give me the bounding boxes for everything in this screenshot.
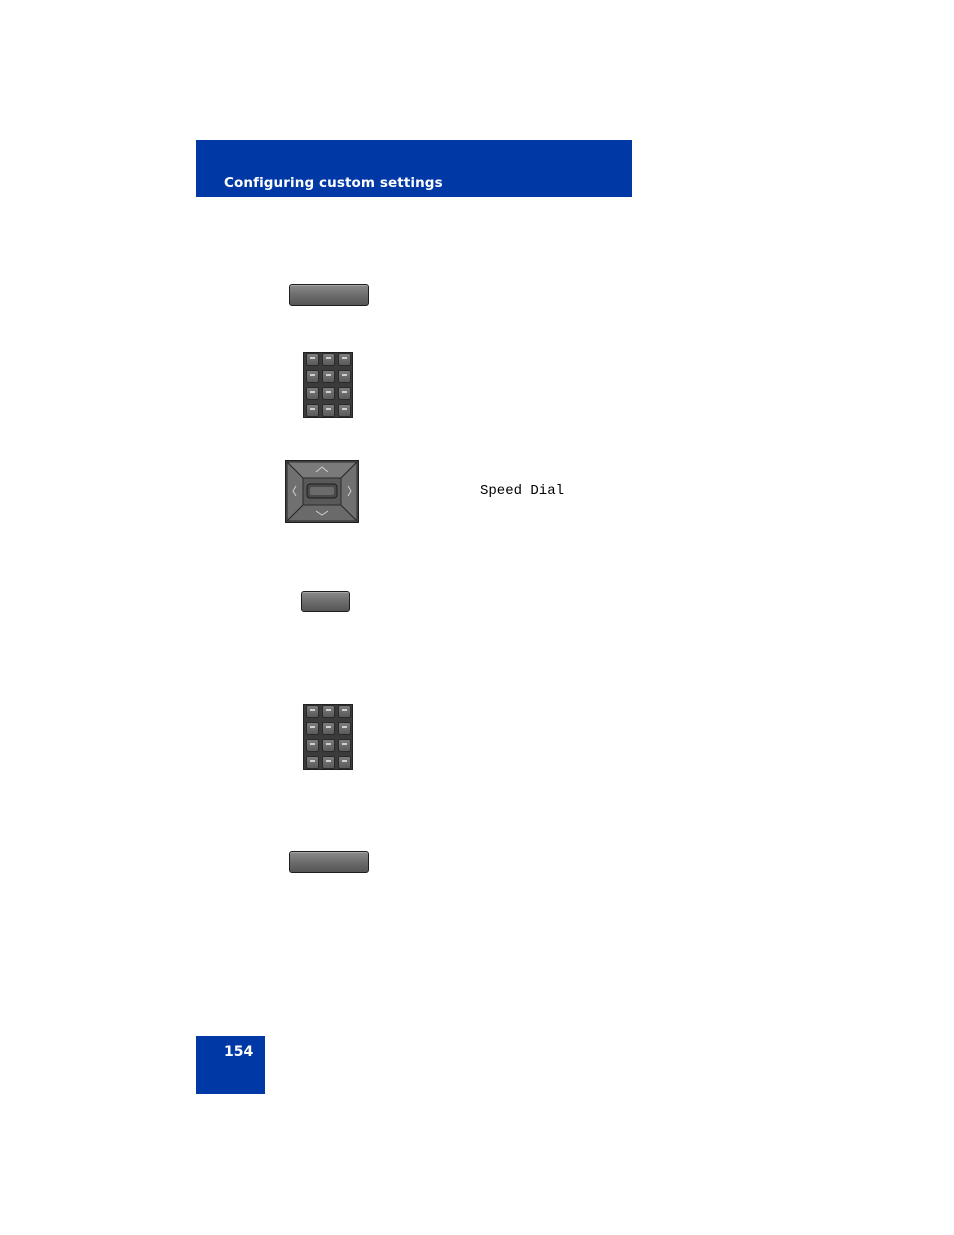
softkey-button-icon: [289, 284, 369, 306]
dialpad-key: [322, 370, 335, 383]
dialpad-key: [306, 705, 319, 718]
dialpad-key: [322, 353, 335, 366]
dialpad-icon: [303, 704, 353, 770]
dialpad-key: [338, 756, 351, 769]
page-number-tab: [196, 1036, 265, 1094]
dialpad-key: [322, 756, 335, 769]
dialpad-key: [322, 722, 335, 735]
dialpad-key: [306, 370, 319, 383]
dialpad-key: [338, 739, 351, 752]
navigation-cluster-icon: [285, 460, 359, 523]
dialpad-key: [322, 705, 335, 718]
dialpad-key: [338, 387, 351, 400]
dialpad-key: [338, 353, 351, 366]
dialpad-key: [306, 387, 319, 400]
dialpad-key: [306, 353, 319, 366]
dialpad-key: [322, 404, 335, 417]
dialpad-key: [338, 722, 351, 735]
dialpad-key: [306, 756, 319, 769]
dialpad-key: [306, 739, 319, 752]
speed-dial-option-label: Speed Dial: [480, 483, 565, 499]
dialpad-icon: [303, 352, 353, 418]
dialpad-key: [322, 739, 335, 752]
chapter-title: Configuring custom settings: [224, 175, 443, 191]
dialpad-key: [338, 404, 351, 417]
softkey-button-icon: [289, 851, 369, 873]
dialpad-key: [306, 404, 319, 417]
dialpad-key: [306, 722, 319, 735]
dialpad-key: [338, 370, 351, 383]
page-number: 154: [224, 1044, 254, 1060]
dialpad-key: [338, 705, 351, 718]
dialpad-key: [322, 387, 335, 400]
chapter-header-bar: [196, 140, 632, 197]
select-softkey-icon: [301, 591, 350, 612]
